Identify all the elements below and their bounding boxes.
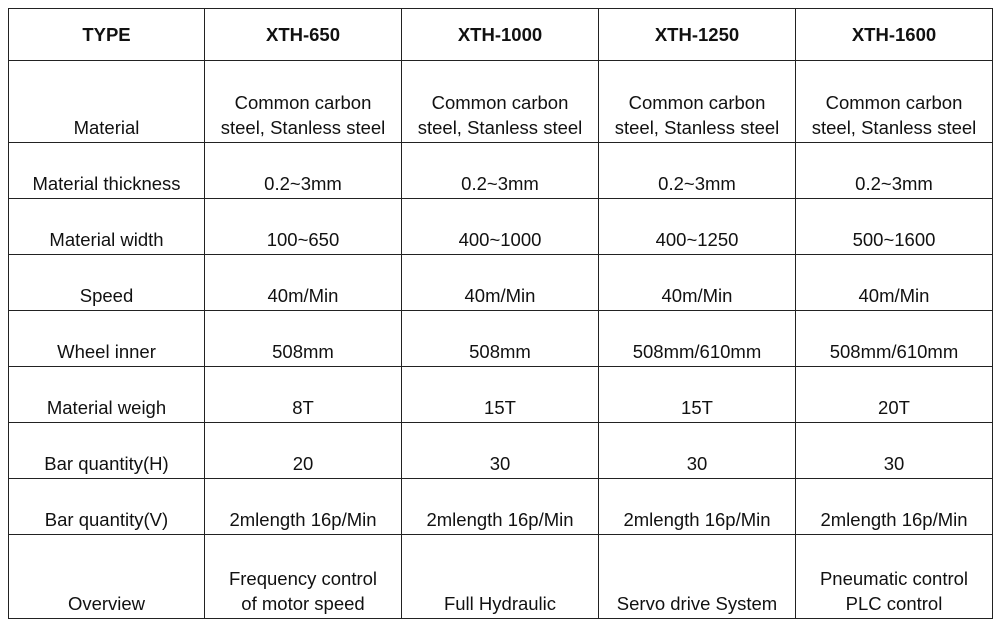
table-cell (205, 367, 402, 423)
header-row (9, 9, 993, 61)
cell-text-line: Servo drive System (616, 593, 778, 614)
cell-text-line: 15T (484, 397, 516, 418)
row-label: Bar quantity(V) (9, 479, 205, 535)
cell-text-line: 400~1250 (655, 229, 739, 250)
spec-table (8, 8, 993, 619)
cell-text-line: 40m/Min (267, 285, 339, 306)
table-cell (205, 535, 402, 619)
table-cell (205, 61, 402, 143)
table-cell (796, 479, 993, 535)
table-cell (402, 423, 599, 479)
cell-text-line: 508mm/610mm (632, 341, 762, 362)
cell-text-line: 40m/Min (858, 285, 930, 306)
cell-text-line: 2mlength 16p/Min (426, 509, 574, 530)
cell-text-line: 20 (292, 453, 314, 474)
table-cell (402, 535, 599, 619)
table-cell (205, 255, 402, 311)
cell-text-line: 500~1600 (852, 229, 936, 250)
cell-text-line: 0.2~3mm (658, 173, 736, 194)
cell-text-line: Full Hydraulic (443, 593, 557, 614)
header-cell-xth-1250: XTH-1250 (599, 9, 796, 61)
table-cell (796, 61, 993, 143)
table-cell (205, 143, 402, 199)
cell-text-line: 2mlength 16p/Min (623, 509, 771, 530)
table-cell (599, 143, 796, 199)
table-cell (599, 255, 796, 311)
cell-text-line: Common carbon (628, 92, 766, 113)
cell-text-line: 508mm (272, 341, 334, 362)
cell-text-line: Pneumatic control (819, 568, 969, 589)
row-label: Material thickness (9, 143, 205, 199)
cell-text-line: 0.2~3mm (461, 173, 539, 194)
table-cell (599, 311, 796, 367)
header-cell-xth-1000: XTH-1000 (402, 9, 599, 61)
table-cell (796, 311, 993, 367)
table-cell (796, 535, 993, 619)
cell-text-line: steel, Stanless steel (220, 117, 386, 138)
cell-text-line: 40m/Min (661, 285, 733, 306)
cell-text-line: 2mlength 16p/Min (229, 509, 377, 530)
row-label: Material (9, 61, 205, 143)
table-cell (402, 367, 599, 423)
cell-text-line: 2mlength 16p/Min (820, 509, 968, 530)
table-cell (796, 367, 993, 423)
row-label: Speed (9, 255, 205, 311)
header-cell-xth-650: XTH-650 (205, 9, 402, 61)
cell-text-line: PLC control (845, 593, 943, 614)
table-cell (402, 311, 599, 367)
table-row (9, 535, 993, 619)
cell-text-line: 0.2~3mm (264, 173, 342, 194)
table-cell (402, 61, 599, 143)
table-cell (599, 479, 796, 535)
table-cell (796, 255, 993, 311)
table-cell (599, 61, 796, 143)
table-row (9, 255, 993, 311)
cell-text-line: 508mm/610mm (829, 341, 959, 362)
table-cell (599, 367, 796, 423)
table-cell (599, 199, 796, 255)
cell-text-line: Frequency control (228, 568, 378, 589)
cell-text-line: 30 (489, 453, 511, 474)
cell-text-line: steel, Stanless steel (417, 117, 583, 138)
table-row (9, 143, 993, 199)
cell-text-line: steel, Stanless steel (614, 117, 780, 138)
table-cell (402, 143, 599, 199)
cell-text-line: of motor speed (241, 593, 365, 614)
cell-text-line: 400~1000 (458, 229, 542, 250)
table-cell (205, 199, 402, 255)
header-cell-type: TYPE (9, 9, 205, 61)
table-row (9, 479, 993, 535)
table-row (9, 423, 993, 479)
table-cell (205, 311, 402, 367)
cell-text-line: 100~650 (266, 229, 340, 250)
table-cell (796, 423, 993, 479)
table-cell (599, 535, 796, 619)
table-row (9, 367, 993, 423)
row-label: Material width (9, 199, 205, 255)
cell-text-line: 30 (686, 453, 708, 474)
cell-text-line: 15T (681, 397, 713, 418)
cell-text-line: 40m/Min (464, 285, 536, 306)
cell-text-line: 30 (883, 453, 905, 474)
cell-text-line: Common carbon (431, 92, 569, 113)
cell-text-line: 20T (878, 397, 910, 418)
spec-table-body (9, 61, 993, 619)
row-label: Overview (9, 535, 205, 619)
cell-text-line: steel, Stanless steel (811, 117, 977, 138)
table-row (9, 199, 993, 255)
table-cell (205, 479, 402, 535)
table-row (9, 61, 993, 143)
cell-text-line: Common carbon (825, 92, 963, 113)
table-cell (402, 255, 599, 311)
table-cell (205, 423, 402, 479)
table-cell (796, 143, 993, 199)
cell-text-line: 8T (292, 397, 314, 418)
table-cell (402, 479, 599, 535)
header-cell-xth-1600: XTH-1600 (796, 9, 993, 61)
cell-text-line: 0.2~3mm (855, 173, 933, 194)
table-cell (402, 199, 599, 255)
table-cell (796, 199, 993, 255)
table-cell (599, 423, 796, 479)
cell-text-line: Common carbon (234, 92, 372, 113)
row-label: Material weigh (9, 367, 205, 423)
cell-text-line: 508mm (469, 341, 531, 362)
row-label: Bar quantity(H) (9, 423, 205, 479)
table-row (9, 311, 993, 367)
row-label: Wheel inner (9, 311, 205, 367)
